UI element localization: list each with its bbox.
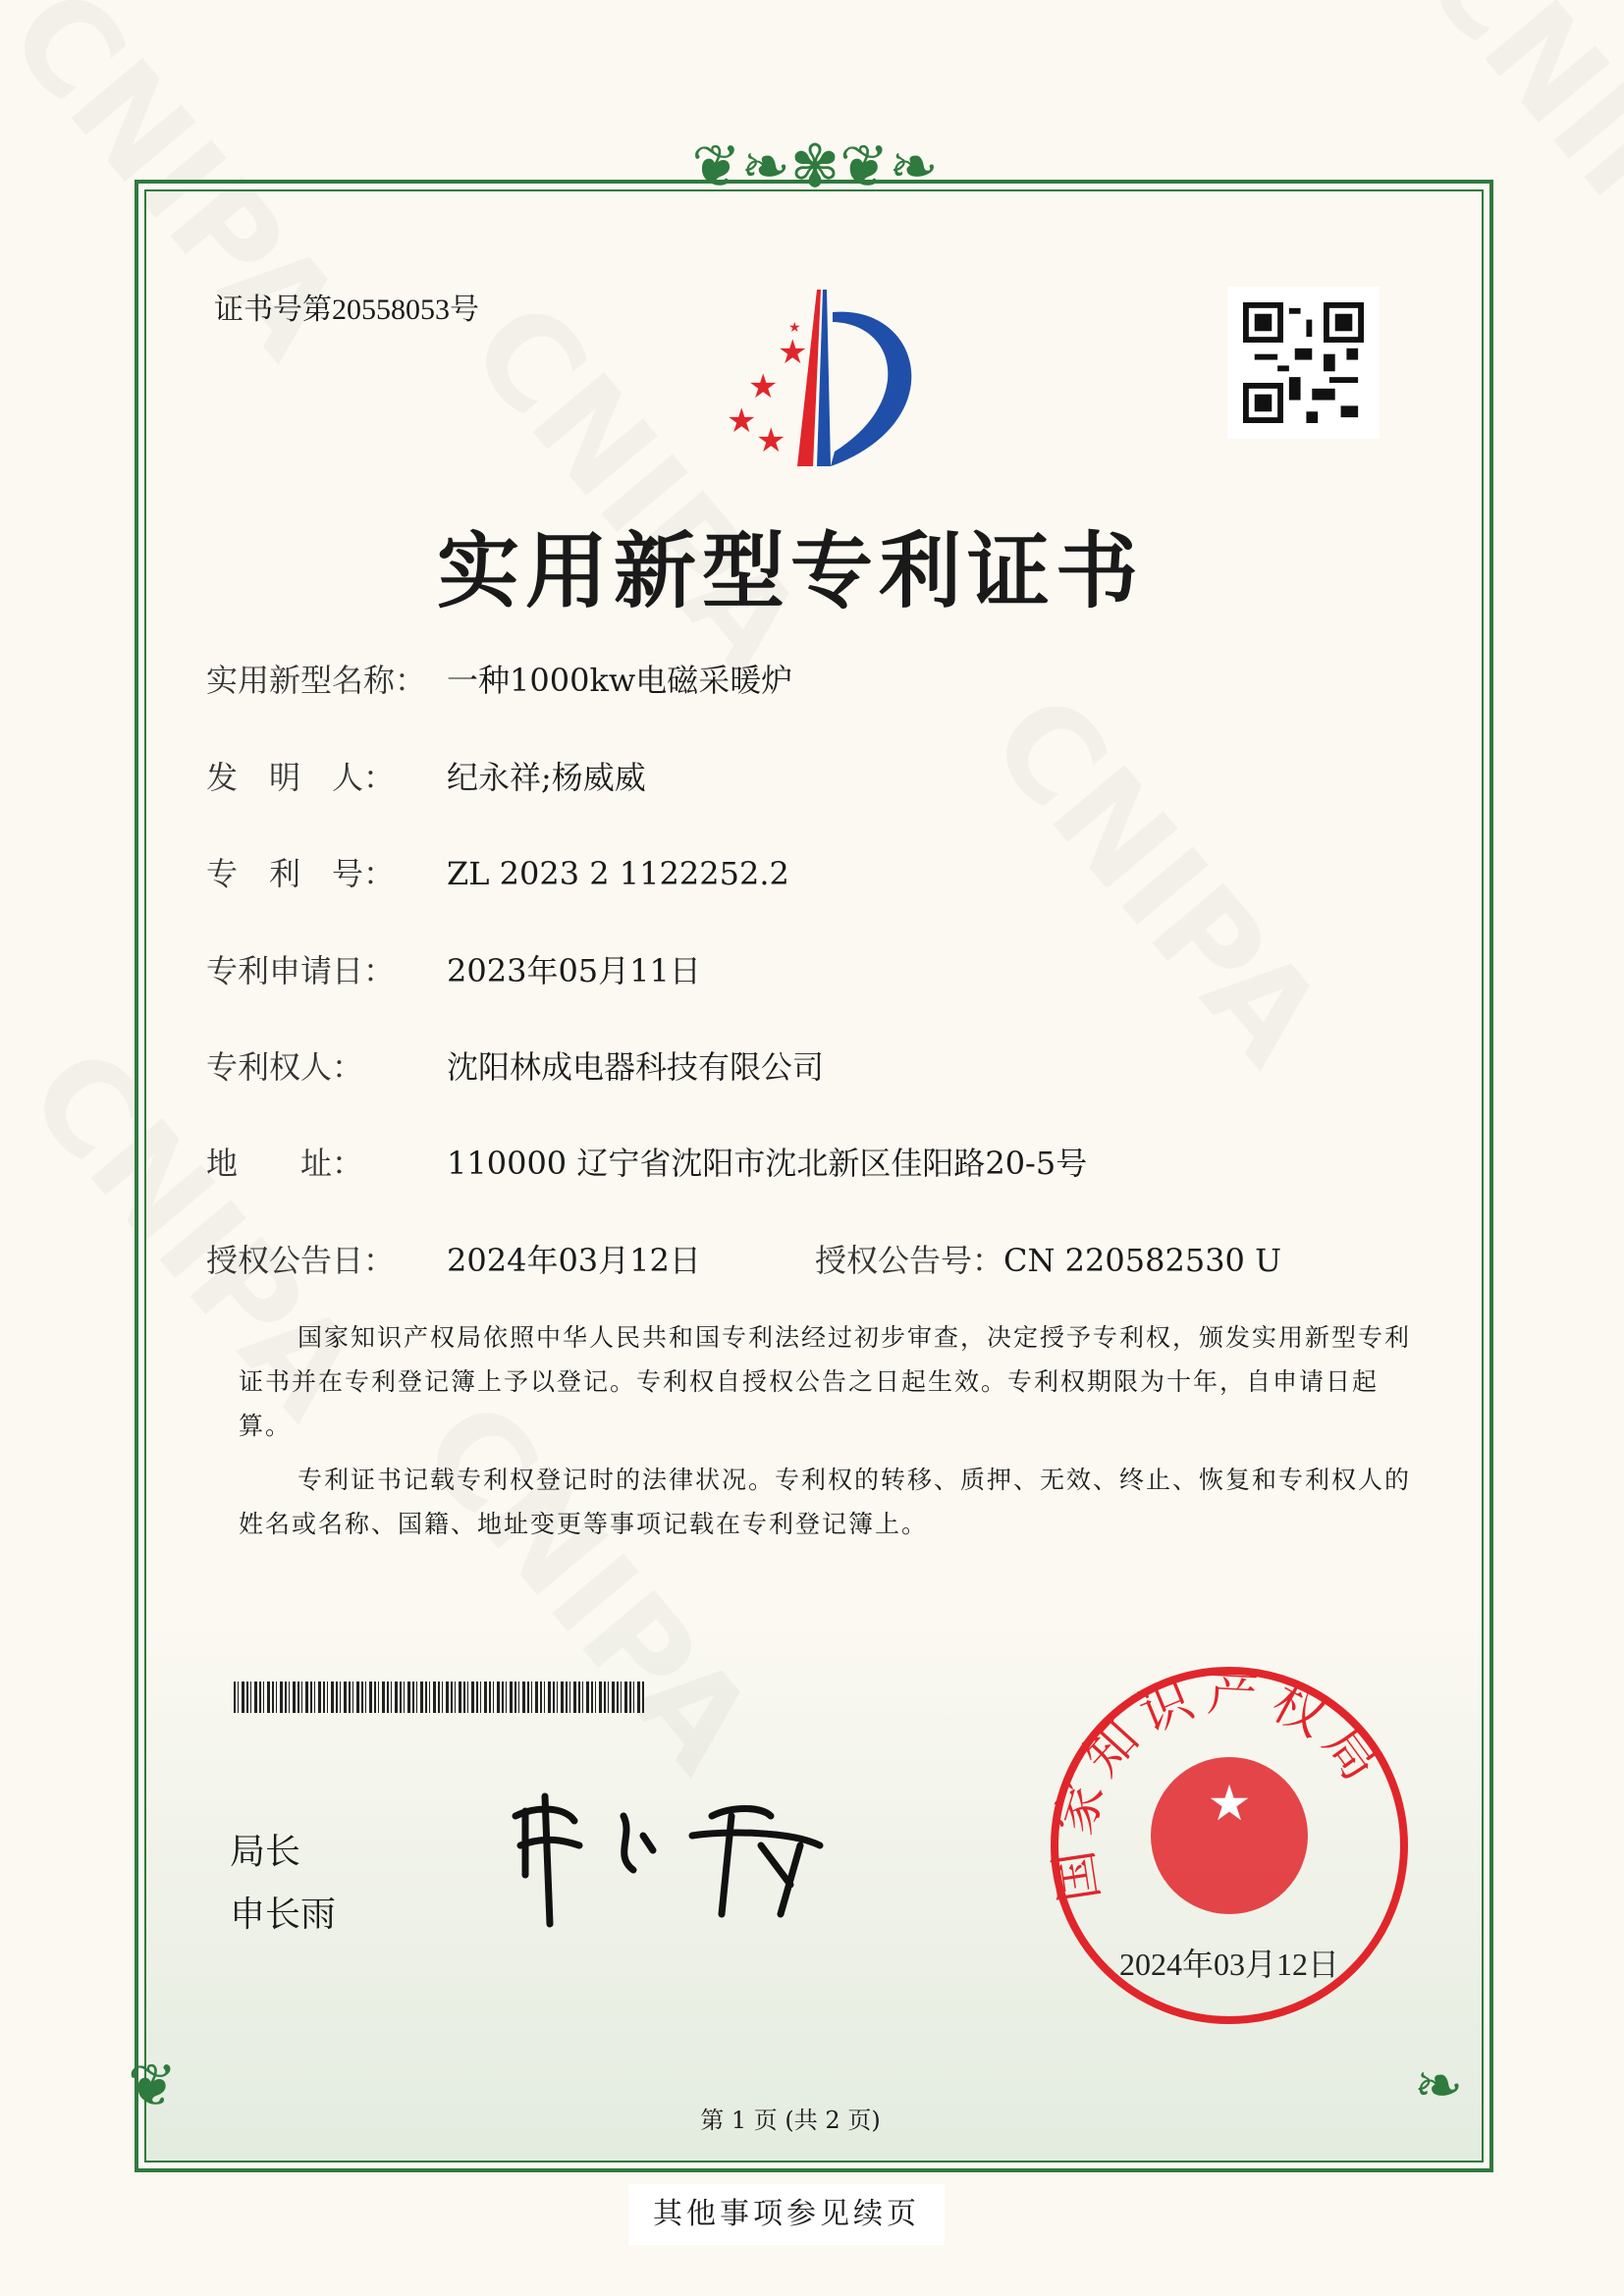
- corner-ornament-left: ❦: [128, 2052, 178, 2120]
- field-label: 授权公告日：: [206, 1242, 396, 1279]
- svg-text:★: ★: [778, 333, 808, 372]
- field-patentee: [206, 1042, 824, 1088]
- field-label: 授权公告号：: [815, 1242, 1004, 1279]
- certificate-number: 证书号第20558053号: [214, 294, 479, 326]
- field-value: 2024年03月12日: [447, 1242, 701, 1279]
- field-label: 发 明 人：: [206, 759, 396, 796]
- field-value: 一种1000kw电磁采暖炉: [447, 662, 793, 699]
- field-announcement-number: [815, 1236, 1281, 1281]
- director-title: 局长: [230, 1832, 301, 1872]
- official-seal: [1047, 1663, 1412, 2028]
- field-value: ZL 2023 2 1122252.2: [447, 855, 789, 892]
- field-label: 实用新型名称：: [206, 662, 427, 699]
- signature: [496, 1777, 839, 1934]
- field-patent-number: [206, 849, 789, 894]
- field-value: 110000 辽宁省沈阳市沈北新区佳阳路20-5号: [447, 1145, 1088, 1182]
- qr-code: [1227, 287, 1380, 439]
- field-label: 专 利 号：: [206, 855, 396, 892]
- field-label: 地 址：: [206, 1145, 364, 1182]
- continuation-note: 其他事项参见续页: [628, 2184, 945, 2245]
- field-label: 专利权人：: [206, 1048, 364, 1086]
- field-name: [206, 656, 792, 701]
- field-value: 纪永祥;杨威威: [447, 759, 646, 796]
- seal-date: 2024年03月12日: [1118, 1947, 1340, 1982]
- field-label: 专利申请日：: [206, 952, 396, 989]
- svg-text:★: ★: [1207, 1775, 1252, 1832]
- svg-text:★: ★: [756, 421, 786, 460]
- svg-text:★: ★: [788, 320, 801, 336]
- cnipa-logo: [687, 285, 943, 481]
- field-value: CN 220582530 U: [1003, 1242, 1282, 1279]
- page-info: 第 1 页 (共 2 页): [700, 2107, 881, 2134]
- corner-ornament-right: ❧: [1414, 2052, 1464, 2120]
- barcode: [234, 1682, 644, 1713]
- field-grant-date: [206, 1236, 701, 1281]
- certificate-title: 实用新型专利证书: [436, 522, 1144, 619]
- legal-status-statement: 专利证书记载专利权登记时的法律状况。专利权的转移、质押、无效、终止、恢复和专利权人的姓名或名称、国籍、地址变更等事项记载在专利登记簿上。: [239, 1466, 1412, 1538]
- grant-statement: 国家知识产权局依照中华人民共和国专利法经过初步审查，决定授予专利权，颁发实用新型专利证书并在专利登记簿上予以登记。专利权自授权公告之日起生效。专利权期限为十年，自申请日起算。: [239, 1323, 1412, 1440]
- field-inventor: [206, 753, 646, 798]
- field-value: 沈阳林成电器科技有限公司: [447, 1048, 825, 1086]
- svg-text:★: ★: [748, 367, 779, 406]
- field-value: 2023年05月11日: [447, 952, 701, 989]
- field-filing-date: [206, 946, 701, 991]
- director-name: 申长雨: [230, 1895, 337, 1935]
- svg-text:★: ★: [727, 401, 757, 441]
- field-address: [206, 1139, 1087, 1184]
- seal-text: 国家知识产权局: [1047, 1663, 1396, 1906]
- top-ornament: ❦❧✾❦❧: [691, 133, 939, 201]
